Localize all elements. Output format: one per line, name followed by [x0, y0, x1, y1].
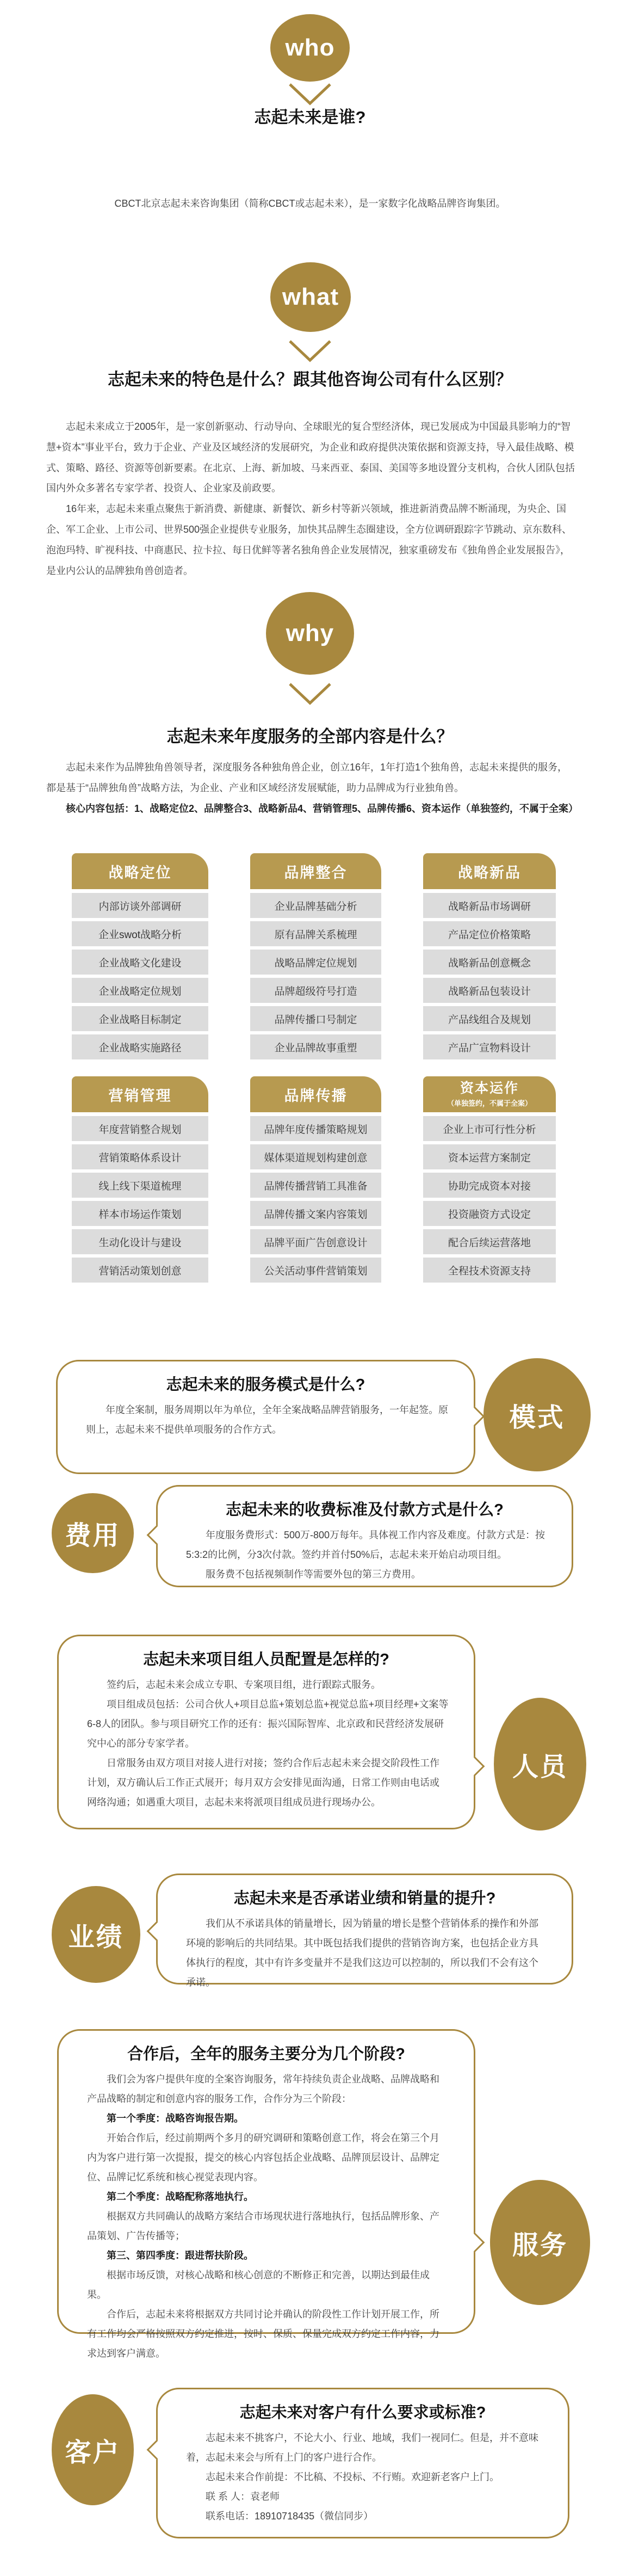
service-item: 营销活动策划创意 [72, 1258, 208, 1283]
service-item: 样本市场运作策划 [72, 1201, 208, 1226]
chevron-down-icon [287, 338, 333, 363]
service-item: 线上线下渠道梳理 [72, 1173, 208, 1198]
service-item: 企业品牌基础分析 [250, 893, 381, 918]
service-item: 投资融资方式设定 [423, 1201, 556, 1226]
faq-paragraph: 我们会为客户提供年度的全案咨询服务，常年持续负责企业战略、品牌战略和产品战略的制定和创意内容的服务工作，合作分为三个阶段： [87, 2074, 439, 2104]
service-group-subtitle: （单独签约，不属于全案） [447, 1099, 532, 1107]
service-item: 原有品牌关系梳理 [250, 921, 381, 946]
why-badge-label: why [286, 620, 334, 646]
service-item: 企业战略目标制定 [72, 1006, 208, 1031]
service-group-header [72, 1076, 208, 1112]
what-paragraphs [46, 417, 575, 581]
faq-body [158, 1520, 572, 1584]
faq-paragraph: 年度服务费形式：500万-800万每年。具体视工作内容及难度。付款方式是：按5:3:2的比例，分3次付款。签约并首付50%后，志起未来开始启动项目组。 [186, 1530, 545, 1560]
why-core-line: 核心内容包括：1、战略定位2、品牌整合3、战略新品4、营销管理5、品牌传播6、资本运作（单独签约，不属于全案） [66, 803, 579, 814]
service-item: 企业上市可行性分析 [423, 1116, 556, 1141]
faq-paragraph: 联系电话：18910718435（微信同步） [206, 2511, 374, 2522]
service-item: 配合后续运营落地 [423, 1229, 556, 1254]
service-item: 品牌传播营销工具准备 [250, 1173, 381, 1198]
service-group-header [250, 853, 381, 889]
faq-title: 志起未来项目组人员配置是怎样的? [143, 1651, 389, 1668]
service-item: 媒体渠道规划构建创意 [250, 1144, 381, 1169]
faq-bubble-kehu [156, 2388, 569, 2538]
service-group-6 [423, 1076, 556, 1286]
service-item: 品牌超级符号打造 [250, 978, 381, 1003]
service-item: 企业战略定位规划 [72, 978, 208, 1003]
service-item: 协助完成资本对接 [423, 1173, 556, 1198]
service-group-header [72, 853, 208, 889]
service-item: 资本运营方案制定 [423, 1144, 556, 1169]
what-title: 志起未来的特色是什么？跟其他咨询公司有什么区别？ [108, 370, 512, 389]
service-item: 企业swot战略分析 [72, 921, 208, 946]
service-item: 战略品牌定位规划 [250, 950, 381, 975]
service-group-1 [72, 853, 208, 1063]
faq-paragraph: 第二个季度：战略配称落地执行。 [107, 2191, 253, 2202]
faq-paragraph: 我们从不承诺具体的销量增长，因为销量的增长是整个营销体系的操作和外部环境的影响后的共同结果。其中既包括我们提供的营销咨询方案，也包括企业方具体执行的程度，其中有许多变量并不是我们这边可以控制的，所以我们不会有这个承诺。 [186, 1918, 538, 1988]
service-group-title: 营销管理 [108, 1087, 172, 1104]
faq-paragraph: 项目组成员包括：公司合伙人+项目总监+策划总监+视觉总监+项目经理+文案等6-8人的团队。参与项目研究工作的还有：振兴国际智库、北京政和民营经济发展研究中心的部分专家学者。 [87, 1699, 449, 1749]
who-badge [270, 14, 350, 82]
service-item: 企业战略实施路径 [72, 1034, 208, 1059]
faq-badge-fuwu: 服务 [490, 2180, 590, 2305]
service-item: 品牌传播口号制定 [250, 1006, 381, 1031]
service-item: 营销策略体系设计 [72, 1144, 208, 1169]
service-group-title: 资本运作 [460, 1081, 519, 1096]
why-paragraph-1: 志起未来作为品牌独角兽领导者，深度服务各种独角兽企业，创立16年，1年打造1个独角兽，志起未来提供的服务，都是基于“品牌独角兽”战略方法，为企业、产业和区域经济发展赋能，助力品牌成为行业独角兽。 [46, 762, 568, 793]
faq-body [58, 1395, 474, 1439]
service-group-title: 品牌传播 [284, 1087, 348, 1104]
faq-paragraph: 根据市场反馈，对核心战略和核心创意的不断修正和完善，以期达到最佳成果。 [87, 2270, 430, 2300]
faq-badge-renyuan: 人员 [494, 1698, 586, 1831]
faq-paragraph: 联 系 人：袁老师 [206, 2491, 280, 2502]
service-group-2 [250, 853, 381, 1063]
service-item: 内部访谈外部调研 [72, 893, 208, 918]
service-group-4 [72, 1076, 208, 1286]
why-paragraphs [46, 757, 579, 819]
what-badge [270, 262, 351, 332]
faq-body [59, 2064, 474, 2363]
faq-paragraph: 日常服务由双方项目对接人进行对接；签约合作后志起未来会提交阶段性工作计划，双方确认后工作正式展开；每月双方会安排见面沟通，日常工作则由电话或网络沟通；如遇重大项目，志起未来将派项目组成员进行现场办公。 [87, 1758, 439, 1808]
service-item: 产品定位价格策略 [423, 921, 556, 946]
service-item: 战略新品市场调研 [423, 893, 556, 918]
faq-badge-feiyong: 费用 [52, 1493, 134, 1573]
faq-paragraph: 合作后，志起未来将根据双方共同讨论并确认的阶段性工作计划开展工作，所有工作均会严格按照双方约定推进，按时、保质、保量完成双方约定工作内容，力求达到客户满意。 [87, 2309, 439, 2359]
faq-paragraph: 志起未来合作前提：不比稿、不投标、不行贿。欢迎新老客户上门。 [206, 2472, 499, 2482]
faq-title: 志起未来的收费标准及付款方式是什么? [226, 1501, 504, 1519]
service-item: 公关活动事件营销策划 [250, 1258, 381, 1283]
faq-title: 志起未来是否承诺业绩和销量的提升? [233, 1890, 496, 1907]
service-group-title: 战略定位 [108, 864, 172, 881]
service-group-3 [423, 853, 556, 1063]
service-item: 战略新品包装设计 [423, 978, 556, 1003]
faq-badge-moshi: 模式 [483, 1358, 591, 1471]
service-item: 战略新品创意概念 [423, 950, 556, 975]
who-title: 志起未来是谁? [254, 108, 366, 127]
service-item: 企业战略文化建设 [72, 950, 208, 975]
faq-paragraph: 第三、第四季度：跟进帮扶阶段。 [107, 2250, 253, 2261]
service-item: 年度营销整合规划 [72, 1116, 208, 1141]
faq-body [158, 2423, 568, 2526]
faq-title: 志起未来的服务模式是什么? [166, 1376, 365, 1394]
service-item: 品牌平面广告创意设计 [250, 1229, 381, 1254]
why-badge [266, 592, 354, 675]
faq-badge-yeji: 业绩 [52, 1886, 140, 1983]
faq-paragraph: 第一个季度：战略咨询报告期。 [107, 2113, 244, 2124]
service-group-title: 战略新品 [458, 864, 521, 881]
faq-paragraph: 根据双方共同确认的战略方案结合市场现状进行落地执行，包括品牌形象、产品策划、广告传播等； [87, 2211, 439, 2241]
service-item: 生动化设计与建设 [72, 1229, 208, 1254]
service-group-header [423, 853, 556, 889]
faq-body [59, 1669, 474, 1812]
service-group-title: 品牌整合 [284, 864, 348, 881]
service-item: 全程技术资源支持 [423, 1258, 556, 1283]
faq-paragraph: 志起未来不挑客户，不论大小、行业、地域，我们一视同仁。但是，并不意味着，志起未来会与所有上门的客户进行合作。 [186, 2432, 538, 2463]
who-badge-label: who [285, 34, 335, 61]
faq-bubble-fuwu [57, 2029, 475, 2359]
service-group-header [423, 1076, 556, 1112]
who-paragraph: CBCT北京志起未来咨询集团（简称CBCT或志起未来），是一家数字化战略品牌咨询集团。 [114, 198, 506, 209]
faq-bubble-moshi [56, 1360, 475, 1474]
faq-badge-kehu: 客户 [52, 2394, 134, 2505]
faq-paragraph: 年度全案制，服务周期以年为单位，全年全案战略品牌营销服务，一年起签。原则上，志起未来不提供单项服务的合作方式。 [86, 1404, 448, 1435]
service-item: 品牌传播文案内容策划 [250, 1201, 381, 1226]
what-badge-label: what [282, 284, 339, 310]
service-item: 品牌年度传播策略规划 [250, 1116, 381, 1141]
faq-bubble-renyuan [57, 1635, 475, 1829]
service-group-header [250, 1076, 381, 1112]
service-group-5 [250, 1076, 381, 1286]
faq-title: 志起未来对客户有什么要求或标准? [239, 2404, 486, 2421]
why-title: 志起未来年度服务的全部内容是什么？ [166, 727, 454, 746]
service-grid [72, 853, 556, 1286]
faq-title: 合作后，全年的服务主要分为几个阶段? [127, 2045, 405, 2063]
faq-paragraph: 签约后，志起未来会成立专职、专案项目组，进行跟踪式服务。 [107, 1679, 381, 1690]
what-paragraph-1: 志起未来成立于2005年，是一家创新驱动、行动导向、全球眼光的复合型经济体，现已发展成为中国最具影响力的“智慧+资本”事业平台，致力于企业、产业及区域经济的发展研究，为企业和政府提供决策依据和资源支持，导入最佳战略、模式、策略、路径、资源等创新要素。在北京、上海、新加坡、马来西亚、泰国、美国等多地设置分支机构，合伙人团队包括国内外众多著名专家学者、投资人、企业家及前政要。 [46, 421, 575, 494]
faq-body [158, 1908, 572, 1992]
faq-paragraph: 服务费不包括视频制作等需要外包的第三方费用。 [206, 1569, 421, 1580]
service-item: 企业品牌故事重塑 [250, 1034, 381, 1059]
chevron-down-icon [287, 681, 333, 706]
service-item: 产品广宣物料设计 [423, 1034, 556, 1059]
faq-bubble-feiyong [156, 1485, 573, 1587]
what-paragraph-2: 16年来，志起未来重点聚焦于新消费、新健康、新餐饮、新乡村等新兴领域，推进新消费品牌不断涌现，为央企、国企、军工企业、上市公司、世界500强企业提供专业服务，加快其品牌生态圈建设，全方位调研跟踪字节跳动、京东数科、泡泡玛特、旷视科技、中商惠民、拉卡拉、每日优鲜等著名独角兽企业发展情况，独家重磅发布《独角兽企业发展报告》，是业内公认的品牌独角兽创造者。 [46, 503, 572, 576]
faq-bubble-yeji [156, 1874, 573, 1988]
service-item: 产品线组合及规划 [423, 1006, 556, 1031]
faq-paragraph: 开始合作后，经过前期两个多月的研究调研和策略创意工作，将会在第三个月内为客户进行第一次提报，提交的核心内容包括企业战略、品牌顶层设计、品牌定位、品牌记忆系统和核心视觉表现内容。 [87, 2133, 439, 2183]
